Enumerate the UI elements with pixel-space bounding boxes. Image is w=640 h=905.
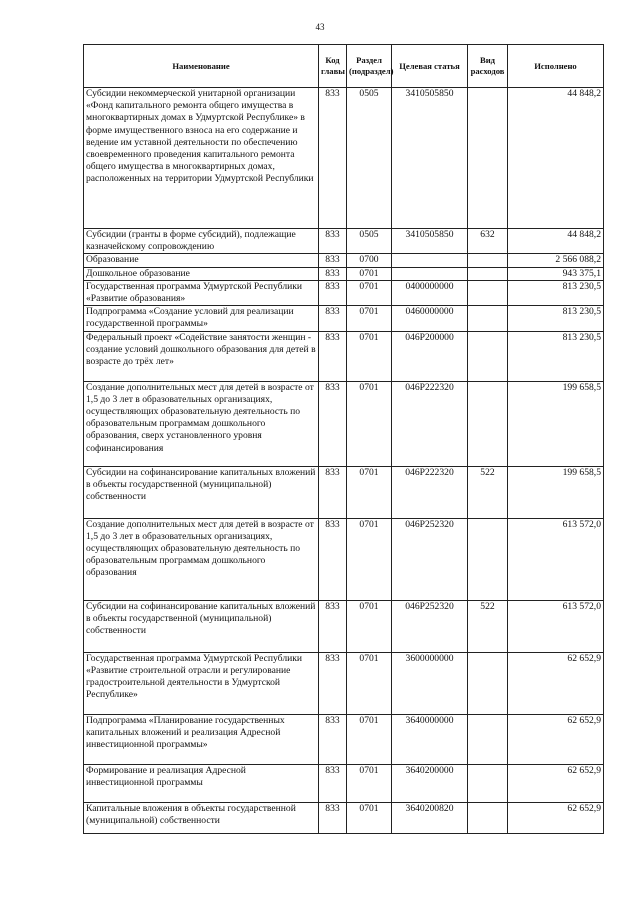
cell-name: Федеральный проект «Содействие занятости женщин - создание условий дошкольного образования для детей в возрасте до трёх лет» [84, 331, 319, 381]
table-row [84, 280, 604, 305]
header-section: Раздел (подраздел) [347, 45, 392, 88]
cell-amount: 199 658,5 [508, 466, 604, 518]
table-row [84, 229, 604, 254]
cell-kind [468, 714, 508, 764]
cell-section: 0701 [347, 280, 392, 305]
cell-kind [468, 267, 508, 280]
cell-article: 046P222320 [392, 381, 468, 466]
cell-name: Субсидии на софинансирование капитальных вложений в объекты государственной (муниципальной) собственности [84, 466, 319, 518]
cell-section: 0701 [347, 714, 392, 764]
cell-article: 046P252320 [392, 600, 468, 652]
cell-section: 0700 [347, 254, 392, 267]
table-row [84, 381, 604, 466]
cell-code: 833 [319, 280, 347, 305]
table-row [84, 267, 604, 280]
cell-kind: 522 [468, 466, 508, 518]
cell-name: Образование [84, 254, 319, 267]
header-code: Код главы [319, 45, 347, 88]
cell-code: 833 [319, 331, 347, 381]
cell-article: 046P200000 [392, 331, 468, 381]
cell-amount: 62 652,9 [508, 764, 604, 802]
cell-name: Подпрограмма «Планирование государственных капитальных вложений и реализация Адресной инвестиционной программы» [84, 714, 319, 764]
cell-amount: 813 230,5 [508, 306, 604, 331]
cell-kind: 522 [468, 600, 508, 652]
cell-amount: 199 658,5 [508, 381, 604, 466]
cell-kind [468, 652, 508, 714]
cell-name: Формирование и реализация Адресной инвестиционной программы [84, 764, 319, 802]
header-name: Наименование [84, 45, 319, 88]
cell-amount: 613 572,0 [508, 518, 604, 600]
cell-code: 833 [319, 518, 347, 600]
cell-code: 833 [319, 466, 347, 518]
cell-amount: 62 652,9 [508, 802, 604, 833]
table-row [84, 254, 604, 267]
cell-amount: 62 652,9 [508, 652, 604, 714]
cell-code: 833 [319, 88, 347, 229]
page-number: 43 [315, 22, 325, 32]
header-kind: Вид расходов [468, 45, 508, 88]
cell-name: Государственная программа Удмуртской Республики «Развитие строительной отрасли и регулирование градостроительной деятельности в Удмуртской Республике» [84, 652, 319, 714]
cell-code: 833 [319, 254, 347, 267]
cell-kind [468, 254, 508, 267]
cell-amount: 2 566 088,2 [508, 254, 604, 267]
cell-article: 0400000000 [392, 280, 468, 305]
cell-article: 3410505850 [392, 229, 468, 254]
cell-kind [468, 802, 508, 833]
cell-name: Дошкольное образование [84, 267, 319, 280]
cell-name: Создание дополнительных мест для детей в возрасте от 1,5 до 3 лет в образовательных организациях, осуществляющих образовательную деятельность по образовательным программам дошкольного образования, сверх установленного уровня софинансирования [84, 381, 319, 466]
table-row [84, 518, 604, 600]
table-row [84, 802, 604, 833]
cell-section: 0505 [347, 229, 392, 254]
cell-kind [468, 280, 508, 305]
cell-section: 0701 [347, 518, 392, 600]
cell-section: 0701 [347, 381, 392, 466]
cell-amount: 813 230,5 [508, 280, 604, 305]
cell-section: 0701 [347, 652, 392, 714]
cell-article: 3410505850 [392, 88, 468, 229]
cell-article: 3600000000 [392, 652, 468, 714]
header-article: Целевая статья [392, 45, 468, 88]
cell-amount: 813 230,5 [508, 331, 604, 381]
cell-name: Субсидии на софинансирование капитальных вложений в объекты государственной (муниципальной) собственности [84, 600, 319, 652]
table-row [84, 88, 604, 229]
cell-kind [468, 518, 508, 600]
cell-code: 833 [319, 306, 347, 331]
cell-kind [468, 306, 508, 331]
cell-amount: 62 652,9 [508, 714, 604, 764]
cell-code: 833 [319, 381, 347, 466]
cell-code: 833 [319, 652, 347, 714]
cell-name: Создание дополнительных мест для детей в возрасте от 1,5 до 3 лет в образовательных организациях, осуществляющих образовательную деятельность по образовательным программам дошкольного образования [84, 518, 319, 600]
cell-code: 833 [319, 764, 347, 802]
cell-section: 0701 [347, 802, 392, 833]
table-header-row [84, 45, 604, 88]
cell-amount: 613 572,0 [508, 600, 604, 652]
cell-name: Подпрограмма «Создание условий для реализации государственной программы» [84, 306, 319, 331]
cell-article [392, 254, 468, 267]
table-row [84, 600, 604, 652]
cell-code: 833 [319, 600, 347, 652]
cell-article [392, 267, 468, 280]
cell-name: Субсидии (гранты в форме субсидий), подлежащие казначейскому сопровождению [84, 229, 319, 254]
cell-article: 3640200000 [392, 764, 468, 802]
cell-name: Субсидии некоммерческой унитарной организации «Фонд капитального ремонта общего имущества в многоквартирных домах в Удмуртской Республике» в форме имущественного взноса на его содержание и ведение им уставной деятельности по обеспечению своевременного проведения капитального ремонта общего имущества в многоквартирных домах, расположенных на территории Удмуртской Республики [84, 88, 319, 229]
table-row [84, 466, 604, 518]
header-amount: Исполнено [508, 45, 604, 88]
cell-section: 0701 [347, 466, 392, 518]
cell-code: 833 [319, 267, 347, 280]
table-row [84, 331, 604, 381]
cell-article: 046P252320 [392, 518, 468, 600]
budget-table [83, 44, 604, 834]
cell-kind [468, 88, 508, 229]
cell-kind [468, 764, 508, 802]
cell-section: 0701 [347, 600, 392, 652]
cell-section: 0701 [347, 267, 392, 280]
cell-section: 0701 [347, 331, 392, 381]
cell-article: 046P222320 [392, 466, 468, 518]
cell-kind [468, 331, 508, 381]
cell-amount: 44 848,2 [508, 88, 604, 229]
cell-article: 3640000000 [392, 714, 468, 764]
cell-code: 833 [319, 714, 347, 764]
cell-amount: 44 848,2 [508, 229, 604, 254]
table-row [84, 764, 604, 802]
cell-amount: 943 375,1 [508, 267, 604, 280]
cell-name: Государственная программа Удмуртской Республики «Развитие образования» [84, 280, 319, 305]
cell-code: 833 [319, 229, 347, 254]
cell-kind: 632 [468, 229, 508, 254]
table-row [84, 714, 604, 764]
cell-name: Капитальные вложения в объекты государственной (муниципальной) собственности [84, 802, 319, 833]
cell-section: 0505 [347, 88, 392, 229]
table-row [84, 306, 604, 331]
cell-article: 3640200820 [392, 802, 468, 833]
cell-code: 833 [319, 802, 347, 833]
table-row [84, 652, 604, 714]
cell-article: 0460000000 [392, 306, 468, 331]
table-body [84, 88, 604, 834]
cell-section: 0701 [347, 764, 392, 802]
cell-kind [468, 381, 508, 466]
cell-section: 0701 [347, 306, 392, 331]
